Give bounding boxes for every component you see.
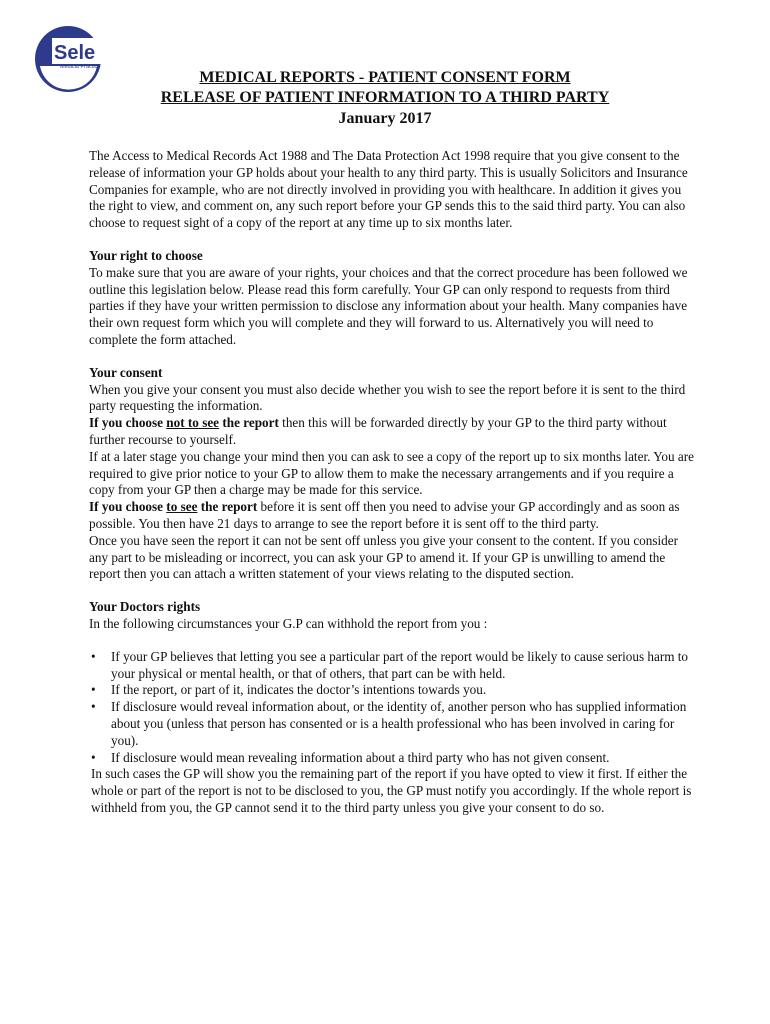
document-body [89, 148, 699, 817]
intro-paragraph: The Access to Medical Records Act 1988 and The Data Protection Act 1998 require that you give consent to the release of information your GP holds about your health to any third party. This is usually Solicitors and Insurance Companies for example, who are not directly involved in providing you with healthcare. In addition it gives you the right to view, and comment on, any such report before your GP sends this to the said third party. You can also choose to request sight of a copy of the report at any time up to six months later. [89, 148, 688, 231]
doctors-rights-intro: In the following circumstances your G.P can withhold the report from you : [89, 615, 488, 631]
consent-heading: Your consent [89, 364, 163, 380]
document-header [0, 68, 770, 130]
logo-name: Sele [54, 42, 96, 64]
consent-choice-to-see: If you choose to see the report before it is sent off then you need to advise your GP accordingly and as soon as possible. You then have 21 days to arrange to see the report before it is sent off to the third party. [89, 499, 680, 531]
doctors-rights-heading: Your Doctors rights [89, 599, 201, 615]
consent-choice-not-to-see: If you choose not to see the report then this will be forwarded directly by your GP to the third party without further recourse to yourself. [89, 415, 667, 447]
closing-paragraph: In such cases the GP will show you the remaining part of the report if you have opted to view it first. If either the whole or part of the report is not to be disclosed to you, the GP must notify you accordingly. If the whole report is withheld from you, the GP cannot send it to the third party unless you give your consent to do so. [91, 766, 692, 815]
consent-paragraph-2: If at a later stage you change your mind then you can ask to see a copy of the report up to six months later. You are required to give prior notice to your GP to allow them to make the necessary arrangements and if you require a copy from your GP then a charge may be made for this service. [89, 448, 694, 498]
list-item: • If disclosure would reveal information about, or the identity of, another person who has supplied information about you (unless that person has consented or is a health professional who has been involved in caring for you). [91, 699, 687, 748]
title-line-2: RELEASE OF PATIENT INFORMATION TO A THIRD PARTY [160, 89, 610, 106]
list-item: • If disclosure would mean revealing information about a third party who has not given consent. [91, 749, 610, 765]
list-item: • If your GP believes that letting you see a particular part of the report would be likely to cause serious harm to your physical or mental health, or that of others, that part can be with held. [91, 648, 689, 681]
right-to-choose-heading: Your right to choose [89, 247, 203, 263]
consent-paragraph-3: Once you have seen the report it can not be sent off unless you give your consent to the content. If you consider any part to be misleading or incorrect, you can ask your GP to amend it. If your GP is unwilling to amend the report then you can attach a written statement of your views relating to the disputed section. [89, 532, 679, 582]
right-to-choose-paragraph: To make sure that you are aware of your rights, your choices and that the correct procedure has been followed we outline this legislation below. Please read this form carefully. Your GP can only respond to requests from third parties if they have your written permission to disclose any information about your health. Many companies have their own request form which you will complete and they will forward to us. Alternatively you will need to complete the form attached. [89, 264, 688, 347]
doctors-rights-list [89, 649, 699, 767]
logo-subtitle: Medical Practice [60, 64, 101, 70]
document-date: January 2017 [338, 110, 432, 127]
consent-paragraph-1: When you give your consent you must also decide whether you wish to see the report before it is sent to the third party requesting the information. [89, 381, 686, 414]
title-line-1: MEDICAL REPORTS - PATIENT CONSENT FORM [199, 69, 571, 86]
list-item: • If the report, or part of it, indicates the doctor’s intentions towards you. [91, 682, 487, 698]
